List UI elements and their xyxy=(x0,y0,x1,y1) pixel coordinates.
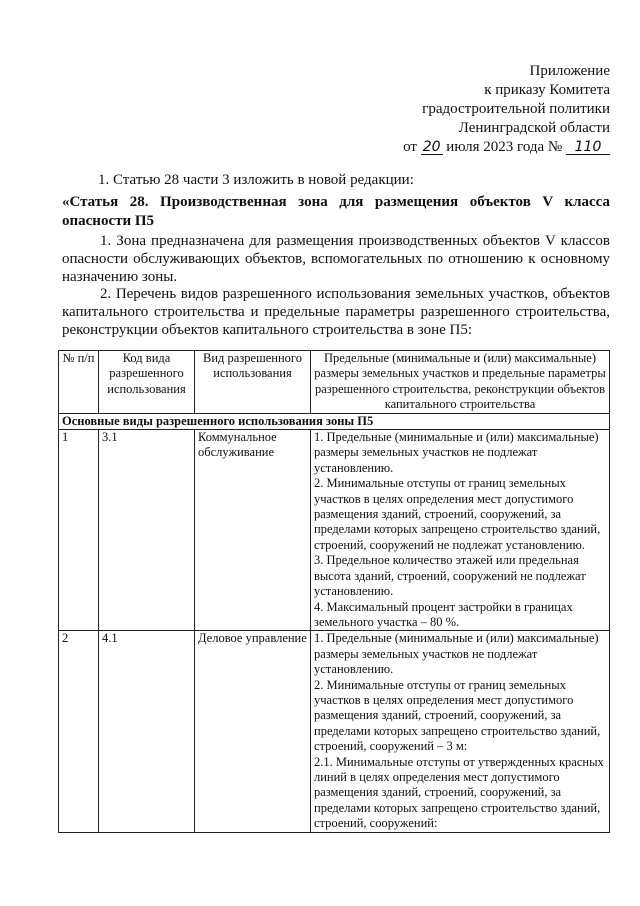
header-params: Предельные (минимальные и (или) максимальные) размеры земельных участков и предельные параметры разрешенного строительства, реконструкции объектов капитального строительства xyxy=(311,351,610,414)
table-row xyxy=(59,430,610,631)
param-item: 2. Минимальные отступы от границ земельных участков в целях определения мест допустимого размещения зданий, строений, сооружений, за пределами которых запрещено строительство зданий, строений, сооружений не подлежат установлению. xyxy=(314,476,601,552)
appendix-date-line xyxy=(403,138,610,157)
param-item: 1. Предельные (минимальные и (или) максимальные) размеры земельных участков не подлежат установлению. xyxy=(314,631,599,677)
param-item: 2. Минимальные отступы от границ земельных участков в целях определения мест допустимого размещения зданий, строений, сооружений, за пределами которых запрещено строительство зданий, строений, сооружений – 3 м: xyxy=(314,677,601,754)
appendix-line: Ленинградской области xyxy=(458,120,610,136)
param-item: 3. Предельное количество этажей или предельная высота зданий, строений, сооружений не подлежат установлению. xyxy=(314,553,586,599)
row-params xyxy=(311,631,610,832)
param-item: 4. Максимальный процент застройки в границах земельного участка – 80 %. xyxy=(314,599,573,629)
paragraph-1 xyxy=(62,232,610,286)
item-1: 1. Статью 28 части 3 изложить в новой редакции: xyxy=(98,172,414,188)
row-type: Коммунальное обслуживание xyxy=(195,430,311,631)
date-day: 20 xyxy=(422,139,441,155)
appendix-header xyxy=(403,62,610,157)
header-num: № п/п xyxy=(59,351,99,414)
table-row xyxy=(59,631,610,832)
paragraph-text: 1. Зона предназначена для размещения производственных объектов V классов опасности обслуживающих объектов, вспомогательных по отношению к основному назначению зоны. xyxy=(62,233,610,285)
article-title: «Статья 28. Производственная зона для размещения объектов V класса опасности П5 xyxy=(62,194,610,229)
row-code: 4.1 xyxy=(99,631,195,832)
paragraph-text: 2. Перечень видов разрешенного использования земельных участков, объектов капитального строительства и предельные параметры разрешенного строительства, реконструкции объектов капитального строительства в зоне П5: xyxy=(62,286,610,338)
paragraph-2 xyxy=(62,285,610,339)
date-rest: июля 2023 года № xyxy=(446,139,563,155)
section-title: Основные виды разрешенного использования зоны П5 xyxy=(59,413,610,429)
row-params xyxy=(311,430,610,631)
row-type: Деловое управление xyxy=(195,631,311,832)
header-code: Код вида разрешенного использования xyxy=(99,351,195,414)
param-item: 1. Предельные (минимальные и (или) максимальные) размеры земельных участков не подлежат установлению. xyxy=(314,430,599,475)
appendix-line: к приказу Комитета xyxy=(484,82,610,98)
order-number: 110 xyxy=(566,140,610,155)
date-prefix: от xyxy=(403,139,417,155)
row-num: 1 xyxy=(59,430,99,631)
table-header-row xyxy=(59,351,610,414)
appendix-line: Приложение xyxy=(529,63,610,79)
row-code: 3.1 xyxy=(99,430,195,631)
section-row xyxy=(59,413,610,429)
param-item: 2.1. Минимальные отступы от утвержденных красных линий в целях определения мест допустимого размещения зданий, строений, сооружений, за пределами которых запрещено строительство зданий, строений, сооружений: xyxy=(314,754,604,831)
header-type: Вид разрешенного использования xyxy=(195,351,311,414)
row-num: 2 xyxy=(59,631,99,832)
zone-table xyxy=(58,350,610,833)
appendix-line: градостроительной политики xyxy=(422,101,610,117)
